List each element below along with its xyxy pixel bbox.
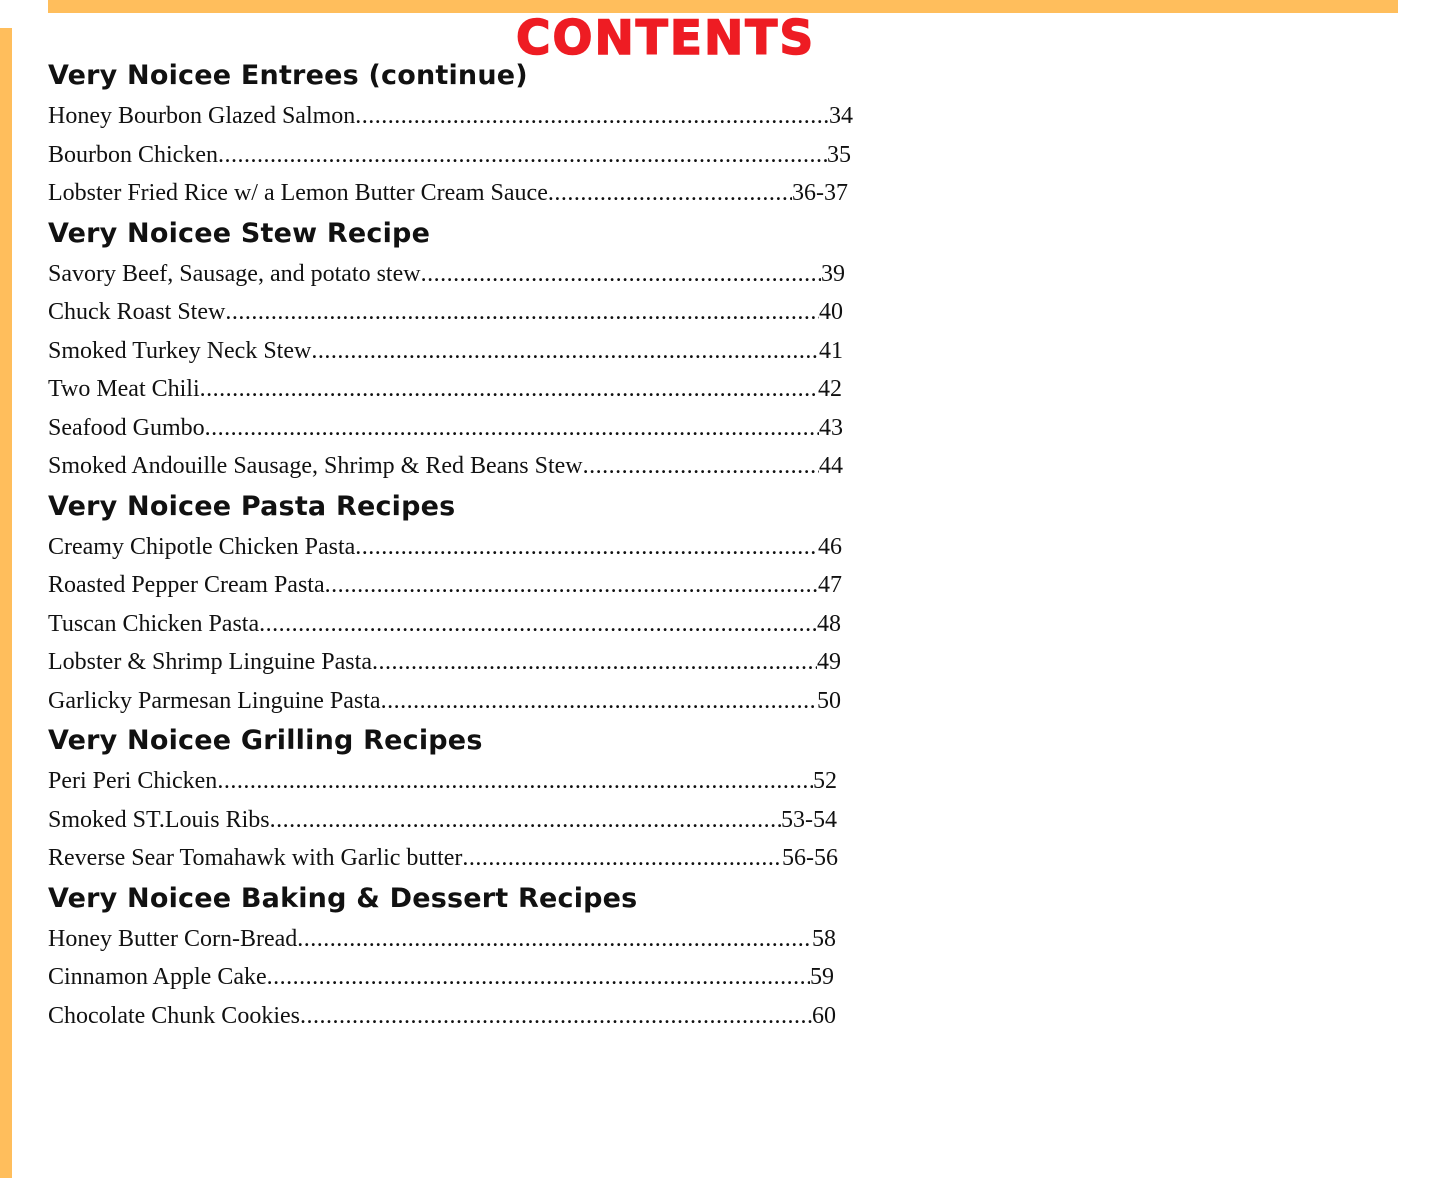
dot-leader xyxy=(270,801,781,840)
entry-title: Lobster & Shrimp Linguine Pasta xyxy=(48,649,372,675)
section-heading: Very Noicee Baking & Dessert Recipes xyxy=(48,882,638,914)
entry-page-number: 43 xyxy=(819,414,843,441)
entry-page-number: 59 xyxy=(810,964,834,990)
toc-entry[interactable] xyxy=(48,293,843,332)
section-heading: Very Noicee Pasta Recipes xyxy=(48,490,456,522)
dot-leader xyxy=(381,682,817,721)
entry-page-number: 42 xyxy=(818,376,842,402)
entry-title: Honey Bourbon Glazed Salmon xyxy=(48,103,356,129)
entry-title: Bourbon Chicken xyxy=(48,141,218,168)
toc-section xyxy=(48,720,868,878)
entry-title: Smoked Turkey Neck Stew xyxy=(48,337,312,364)
toc-section xyxy=(48,213,868,486)
entry-page-number: 46 xyxy=(818,533,842,560)
dot-leader xyxy=(355,97,829,136)
toc-section xyxy=(48,55,868,213)
entry-title: Seafood Gumbo xyxy=(48,414,205,441)
section-heading: Very Noicee Grilling Recipes xyxy=(48,725,483,756)
toc-section xyxy=(48,486,868,721)
entry-title: Chuck Roast Stew xyxy=(48,299,226,325)
toc-entry[interactable] xyxy=(48,997,836,1036)
dot-leader xyxy=(325,566,818,605)
side-accent-bar xyxy=(0,28,12,1178)
dot-leader xyxy=(311,332,819,371)
toc-entry[interactable] xyxy=(48,255,845,294)
entry-page-number: 36-37 xyxy=(792,180,848,206)
entry-title: Creamy Chipotle Chicken Pasta xyxy=(48,533,356,560)
dot-leader xyxy=(462,839,782,878)
entry-page-number: 47 xyxy=(818,572,842,598)
dot-leader xyxy=(218,136,827,175)
entry-title: Smoked ST.Louis Ribs xyxy=(48,806,270,833)
dot-leader xyxy=(421,255,821,294)
table-of-contents xyxy=(48,55,868,1035)
entry-title: Two Meat Chili xyxy=(48,376,200,402)
entry-page-number: 52 xyxy=(813,768,837,794)
entry-title: Honey Butter Corn-Bread xyxy=(48,925,298,952)
entry-page-number: 48 xyxy=(817,610,841,637)
entry-page-number: 41 xyxy=(819,337,843,364)
dot-leader xyxy=(297,920,812,959)
entry-page-number: 60 xyxy=(812,1002,836,1029)
toc-entry[interactable] xyxy=(48,801,837,840)
entry-page-number: 49 xyxy=(817,649,841,675)
entry-title: Savory Beef, Sausage, and potato stew xyxy=(48,260,421,287)
dot-leader xyxy=(200,370,818,409)
toc-entry[interactable] xyxy=(48,97,853,136)
dot-leader xyxy=(355,528,818,567)
toc-entry[interactable] xyxy=(48,370,842,409)
toc-entry[interactable] xyxy=(48,447,843,486)
toc-entry[interactable] xyxy=(48,332,843,371)
entry-page-number: 56-56 xyxy=(782,845,838,871)
dot-leader xyxy=(205,409,819,448)
entry-title: Reverse Sear Tomahawk with Garlic butter xyxy=(48,845,463,871)
toc-entry[interactable] xyxy=(48,174,848,213)
dot-leader xyxy=(300,997,812,1036)
toc-entry[interactable] xyxy=(48,682,841,721)
entry-title: Garlicky Parmesan Linguine Pasta xyxy=(48,687,381,714)
entry-page-number: 35 xyxy=(827,141,851,168)
entry-title: Roasted Pepper Cream Pasta xyxy=(48,572,325,598)
dot-leader xyxy=(259,605,817,644)
entry-page-number: 58 xyxy=(812,925,836,952)
entry-page-number: 34 xyxy=(829,103,853,129)
toc-entry[interactable] xyxy=(48,528,842,567)
entry-title: Cinnamon Apple Cake xyxy=(48,964,267,990)
toc-entry[interactable] xyxy=(48,643,841,682)
toc-entry[interactable] xyxy=(48,958,834,997)
entry-title: Lobster Fried Rice w/ a Lemon Butter Cream Sauce xyxy=(48,180,548,206)
entry-page-number: 50 xyxy=(817,687,841,714)
entry-page-number: 40 xyxy=(819,299,843,325)
dot-leader xyxy=(548,174,792,213)
entry-page-number: 44 xyxy=(819,453,843,479)
toc-entry[interactable] xyxy=(48,409,843,448)
entry-title: Smoked Andouille Sausage, Shrimp & Red Beans Stew xyxy=(48,453,583,479)
dot-leader xyxy=(267,958,810,997)
dot-leader xyxy=(225,293,819,332)
section-heading: Very Noicee Stew Recipe xyxy=(48,217,431,249)
entry-title: Tuscan Chicken Pasta xyxy=(48,610,260,637)
page-title: CONTENTS xyxy=(516,11,816,66)
toc-section xyxy=(48,878,868,1036)
dot-leader xyxy=(217,762,813,801)
toc-entry[interactable] xyxy=(48,920,836,959)
toc-entry[interactable] xyxy=(48,839,838,878)
entry-title: Chocolate Chunk Cookies xyxy=(48,1002,300,1029)
toc-entry[interactable] xyxy=(48,605,841,644)
dot-leader xyxy=(372,643,817,682)
entry-title: Peri Peri Chicken xyxy=(48,768,218,794)
toc-entry[interactable] xyxy=(48,762,837,801)
dot-leader xyxy=(583,447,819,486)
toc-entry[interactable] xyxy=(48,136,851,175)
entry-page-number: 53-54 xyxy=(781,806,837,833)
toc-entry[interactable] xyxy=(48,566,842,605)
section-heading: Very Noicee Entrees (continue) xyxy=(48,60,528,91)
entry-page-number: 39 xyxy=(821,260,845,287)
